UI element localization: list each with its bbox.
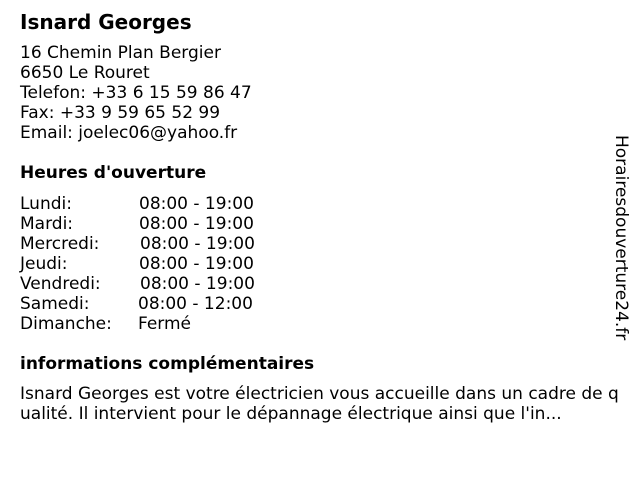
time-range: Fermé — [138, 314, 192, 334]
time-range: 08:00 - 12:00 — [138, 294, 253, 314]
time-range: 08:00 - 19:00 — [139, 194, 254, 214]
day-label: Lundi: — [20, 194, 72, 214]
time-range: 08:00 - 19:00 — [139, 254, 254, 274]
description-line-2: ualité. Il intervient pour le dépannage électrique ainsi que l'in... — [20, 404, 562, 424]
day-label: Mercredi: — [20, 234, 100, 254]
time-range: 08:00 - 19:00 — [140, 234, 255, 254]
day-label: Dimanche: — [20, 314, 112, 334]
opening-hours-heading: Heures d'ouverture — [20, 163, 207, 183]
fax-number: Fax: +33 9 59 65 52 99 — [20, 103, 221, 123]
business-description — [20, 384, 619, 424]
day-label: Samedi: — [20, 294, 90, 314]
email-address: Email: joelec06@yahoo.fr — [20, 123, 238, 143]
time-range: 08:00 - 19:00 — [140, 274, 255, 294]
time-range: 08:00 - 19:00 — [139, 214, 254, 234]
description-line-1: Isnard Georges est votre électricien vous accueille dans un cadre de q — [20, 384, 619, 404]
phone-number: Telefon: +33 6 15 59 86 47 — [20, 83, 252, 103]
day-label: Vendredi: — [20, 274, 101, 294]
day-label: Mardi: — [20, 214, 74, 234]
business-name: Isnard Georges — [20, 10, 192, 34]
day-label: Jeudi: — [20, 254, 68, 274]
additional-info-heading: informations complémentaires — [20, 354, 315, 374]
site-watermark: Horairesdouverture24.fr — [611, 135, 631, 341]
address-street: 16 Chemin Plan Bergier — [20, 43, 221, 63]
address-city: 6650 Le Rouret — [20, 63, 150, 83]
